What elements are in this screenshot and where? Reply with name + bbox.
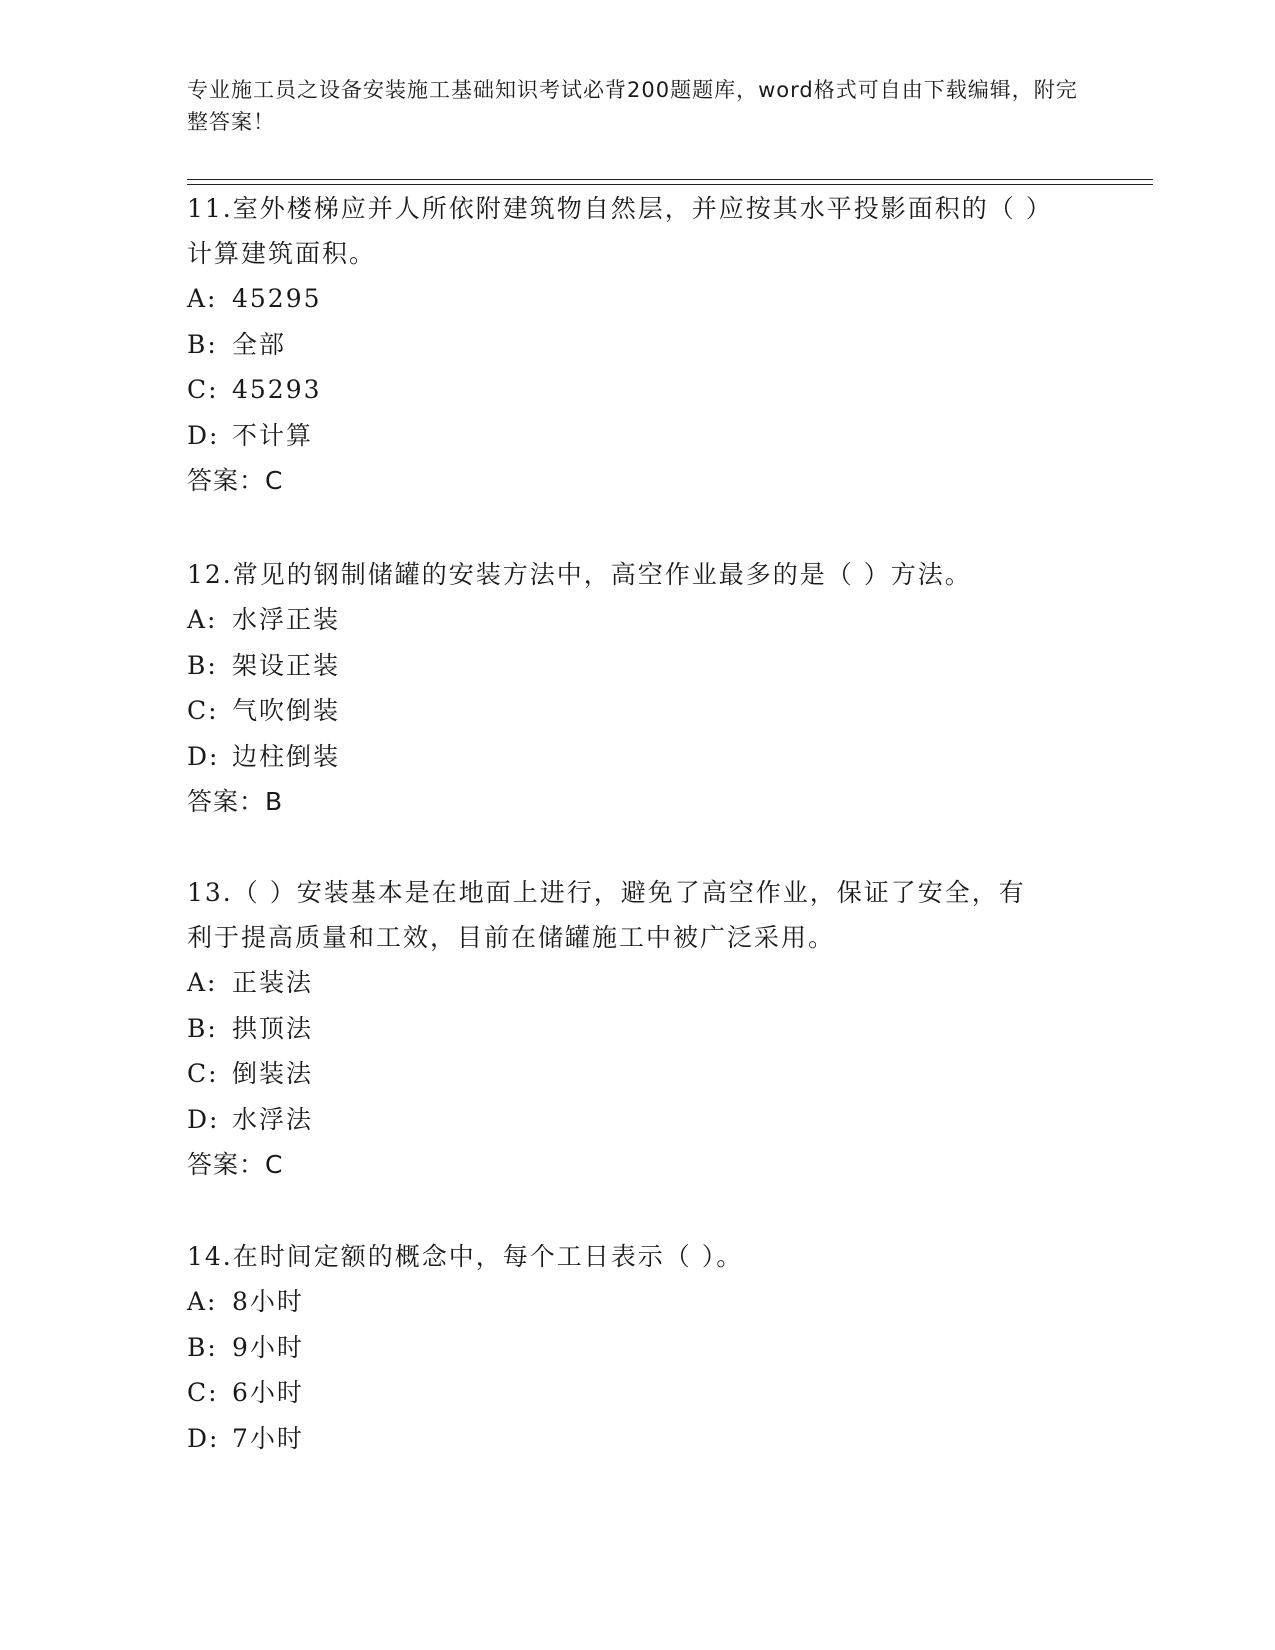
option-b — [187, 643, 1087, 689]
option-key: B: — [187, 329, 218, 359]
option-key: D: — [187, 1104, 220, 1134]
answer: 答案：B — [187, 787, 284, 816]
option-text: 倒装法 — [232, 1059, 314, 1088]
option-c — [187, 1370, 1087, 1416]
question-stem: 13.（ ）安装基本是在地面上进行，避免了高空作业，保证了安全，有利于提高质量和工效，目前在储罐施工中被广泛采用。 — [187, 878, 1026, 952]
option-c — [187, 1051, 1087, 1097]
question-11 — [187, 186, 1087, 504]
option-text: 45293 — [232, 375, 322, 404]
option-b — [187, 322, 1087, 368]
option-text: 45295 — [232, 284, 322, 313]
header-divider — [187, 179, 1153, 180]
option-key: C: — [187, 375, 219, 404]
question-stem: 14.在时间定额的概念中，每个工日表示（ ）。 — [187, 1242, 744, 1271]
answer: 答案：C — [187, 466, 284, 495]
question-14 — [187, 1234, 1087, 1461]
option-a — [187, 960, 1087, 1006]
question-stem: 11.室外楼梯应并人所依附建筑物自然层，并应按其水平投影面积的（ ）计算建筑面积。 — [187, 194, 1041, 268]
option-key: A: — [187, 1287, 218, 1316]
option-text: 9小时 — [232, 1332, 304, 1362]
option-key: C: — [187, 1059, 219, 1088]
option-d — [187, 1097, 1087, 1143]
option-c — [187, 367, 1087, 413]
option-key: C: — [187, 696, 219, 725]
document-header: 专业施工员之设备安装施工基础知识考试必背200题题库，word格式可自由下载编辑，附完整答案！ — [187, 78, 1078, 134]
option-text: 6小时 — [232, 1378, 304, 1407]
option-a — [187, 1279, 1087, 1325]
option-a — [187, 597, 1087, 643]
option-text: 不计算 — [232, 420, 314, 450]
option-key: A: — [187, 284, 218, 313]
option-key: B: — [187, 1332, 218, 1362]
header-divider-double — [187, 184, 1153, 185]
question-13 — [187, 870, 1087, 1188]
option-d — [187, 734, 1087, 780]
option-text: 气吹倒装 — [232, 696, 341, 725]
option-key: D: — [187, 1423, 220, 1453]
option-key: B: — [187, 1013, 218, 1043]
option-text: 水浮法 — [232, 1104, 314, 1134]
option-key: C: — [187, 1378, 219, 1407]
option-key: D: — [187, 741, 220, 771]
option-text: 8小时 — [232, 1287, 304, 1316]
option-a — [187, 276, 1087, 322]
option-key: A: — [187, 968, 218, 997]
option-c — [187, 688, 1087, 734]
question-12 — [187, 552, 1087, 825]
option-key: A: — [187, 605, 218, 634]
option-text: 拱顶法 — [232, 1013, 314, 1043]
option-text: 架设正装 — [232, 650, 341, 680]
option-text: 边柱倒装 — [232, 741, 341, 771]
option-key: D: — [187, 420, 220, 450]
option-b — [187, 1006, 1087, 1052]
question-stem: 12.常见的钢制储罐的安装方法中，高空作业最多的是（ ）方法。 — [187, 560, 972, 589]
option-d — [187, 1416, 1087, 1462]
option-text: 正装法 — [232, 968, 314, 997]
option-text: 全部 — [232, 329, 287, 359]
answer: 答案：C — [187, 1150, 284, 1179]
option-text: 7小时 — [232, 1423, 304, 1453]
option-b — [187, 1325, 1087, 1371]
option-key: B: — [187, 650, 218, 680]
option-text: 水浮正装 — [232, 605, 341, 634]
option-d — [187, 413, 1087, 459]
